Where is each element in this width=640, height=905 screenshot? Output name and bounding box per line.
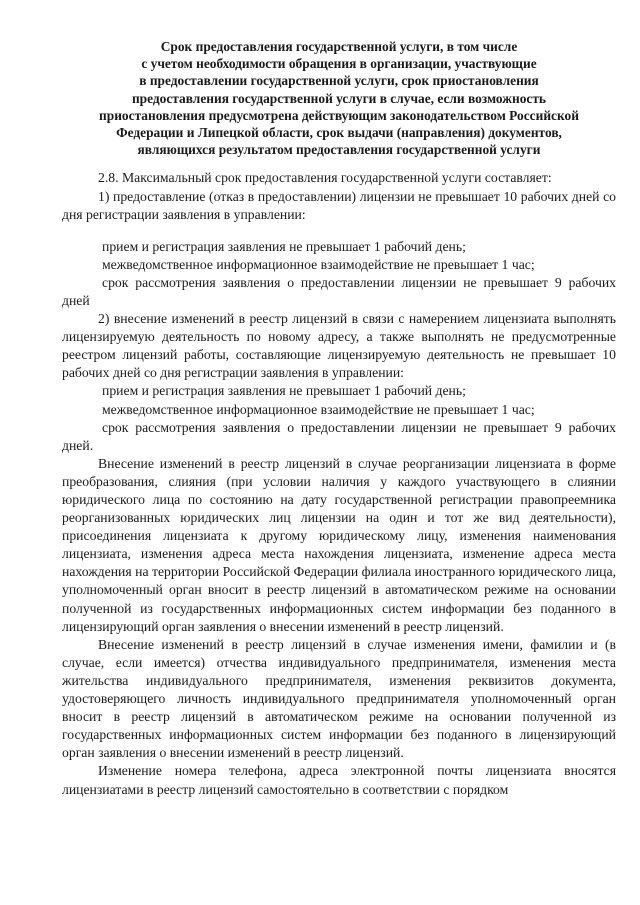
paragraph-reorganization: Внесение изменений в реестр лицензий в случае реорганизации лицензиата в форме преобразования, слияния (при условии наличия у каждого участвующего в слиянии юридического лица по состоянию на дату государственной регистрации правопреемника реорганизованных юридических лиц лицензии на один и тот же вид деятельности), присоединения лицензиата к другому юридическому лицу, изменения наименования лицензиата, изменения адреса места нахождения лицензиата, изменение адреса места нахождения на территории Российской Федерации филиала иностранного юридического лица, уполномоченный орган вносит в реестр лицензий в автоматическом режиме на основании полученной из государственных информационных систем информации без поданного в лицензирующий орган заявления о внесении изменений в реестр лицензий. [62,455,616,634]
document-page [62,38,616,799]
paragraph-contact-changes: Изменение номера телефона, адреса электронной почты лицензиата вносятся лицензиатами в реестр лицензий самостоятельно в соответствии с порядком [62,763,616,797]
paragraph-item-2: 2) внесение изменений в реестр лицензий в связи с намерением лицензиата выполнять лицензируемую деятельность по новому адресу, а также выполнять не предусмотренные реестром лицензий работы, составляющие лицензируемую деятельность не превышает 10 рабочих дней со дня регистрации заявления в управлении: [62,311,616,381]
heading-line: приостановления предусмотрена действующим законодательством Российской [99,107,579,123]
paragraph-entrepreneur-changes: Внесение изменений в реестр лицензий в случае изменения имени, фамилии и (в случае, если имеется) отчества индивидуального предпринимателя, изменения места жительства индивидуального предпринимателя, изменения реквизитов документа, удостоверяющего личность индивидуального предпринимателя уполномоченный орган вносит в реестр лицензий в автоматическом режиме на основании полученной из государственных информационных систем информации без поданного в лицензирующий орган заявления о внесении изменений в реестр лицензий. [62,636,616,761]
list-item: срок рассмотрения заявления о предоставлении лицензии не превышает 9 рабочих дней [62,274,616,308]
spacer [62,224,616,238]
heading-line: с учетом необходимости обращения в организации, участвующие [141,56,537,72]
heading-line: Срок предоставления государственной услуги, в том числе [160,39,518,54]
section-heading [62,38,616,158]
heading-line: Федерации и Липецкой области, срок выдачи (направления) документов, [116,125,562,141]
list-item: межведомственное информационное взаимодействие не превышает 1 час; [102,401,535,417]
heading-line: предоставления государственной услуги в случае, если возможность [131,90,547,106]
heading-line: в предоставлении государственной услуги, срок приостановления [139,73,539,89]
paragraph-2-8: 2.8. Максимальный срок предоставления государственной услуги составляет: [98,170,552,186]
list-item: межведомственное информационное взаимодействие не превышает 1 час; [102,256,535,272]
heading-line: являющихся результатом предоставления государственной услуги [137,142,541,158]
list-item: прием и регистрация заявления не превышает 1 рабочий день; [102,238,466,254]
list-item: прием и регистрация заявления не превышает 1 рабочий день; [102,383,466,399]
list-item: срок рассмотрения заявления о предоставлении лицензии не превышает 9 рабочих дней. [62,419,616,453]
paragraph-item-1: 1) предоставление (отказ в предоставлении) лицензии не превышает 10 рабочих дней со дня регистрации заявления в управлении: [62,188,616,222]
